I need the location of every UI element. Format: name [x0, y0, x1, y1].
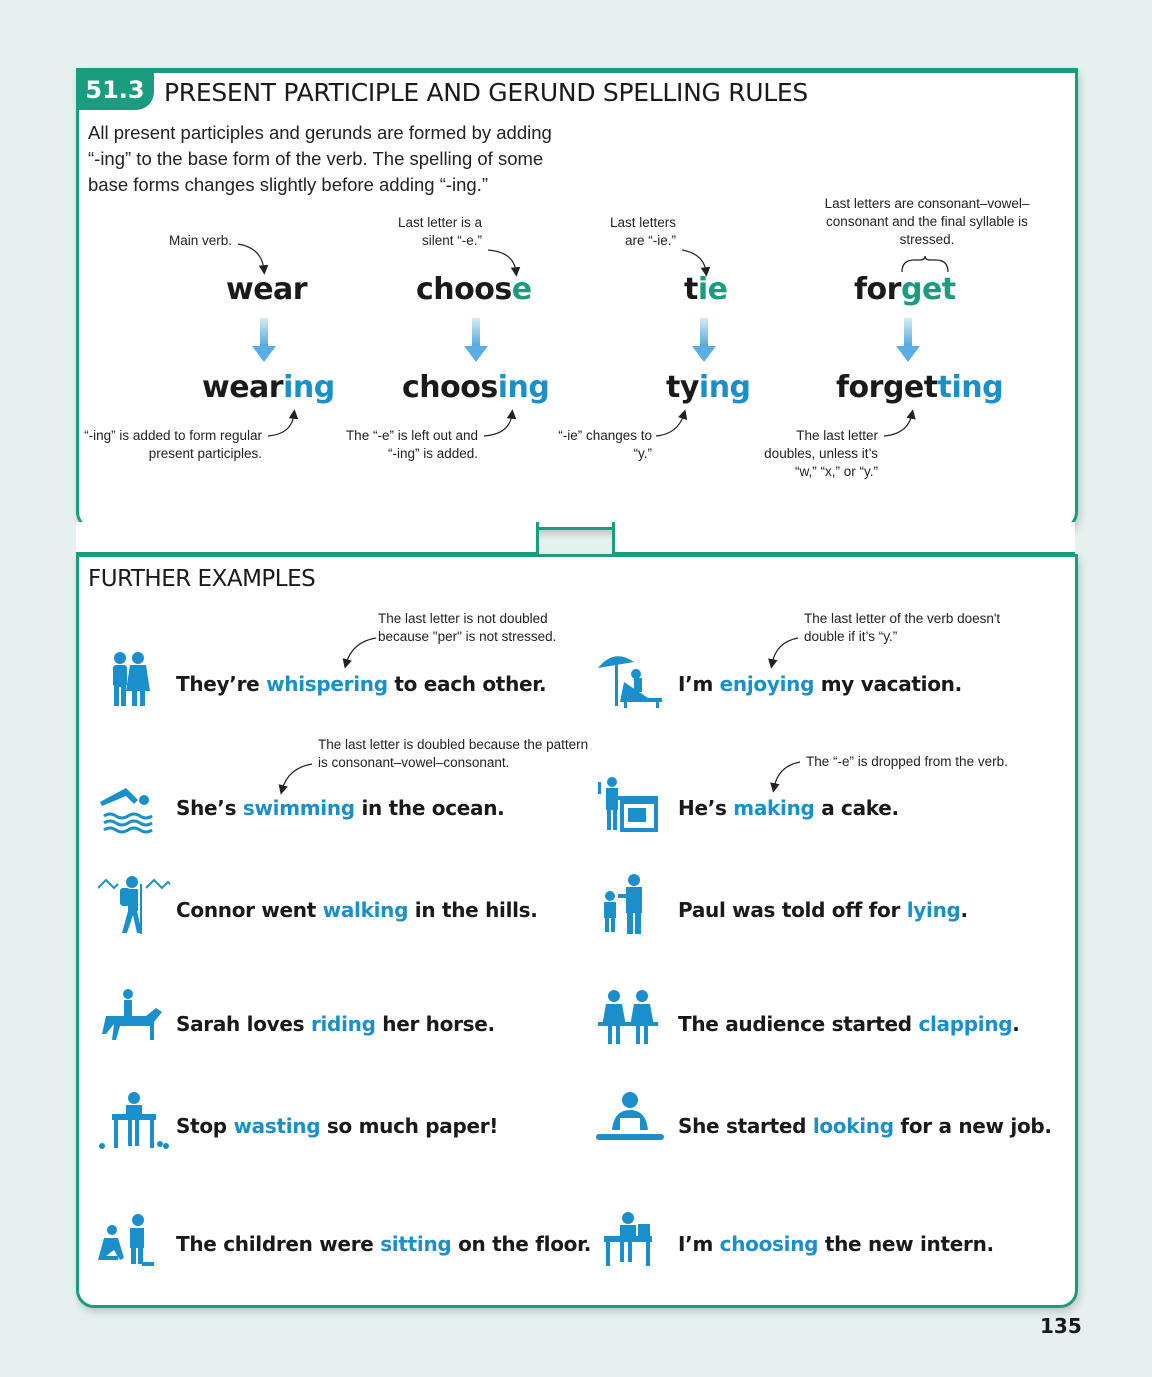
- sentence-text: my vacation.: [814, 672, 962, 696]
- example-sentence: [678, 672, 962, 696]
- baker-oven-icon: [594, 772, 666, 834]
- result-plain: forget: [836, 370, 938, 405]
- example-sentence: [678, 1012, 1020, 1036]
- sentence-text: Connor went: [176, 898, 323, 922]
- desk-paper-waste-icon: [98, 1090, 170, 1152]
- interviewer-desk-icon: [594, 1208, 666, 1270]
- rule-note-top: Main verb.: [168, 233, 232, 248]
- highlighted-verb: enjoying: [719, 672, 815, 696]
- sentence-text: The audience started: [678, 1012, 919, 1036]
- section-heading: FURTHER EXAMPLES: [88, 566, 316, 592]
- sentence-text: She’s: [176, 796, 243, 820]
- sentence-text: so much paper!: [320, 1114, 499, 1138]
- rule-note-bottom: The last letter doubles, unless it’s “w,” “x,” or “y.”: [764, 428, 878, 479]
- sentence-text: I’m: [678, 672, 720, 696]
- result-highlight: ing: [497, 370, 550, 405]
- page-number: 135: [1040, 1314, 1082, 1338]
- children-sitting-icon: [98, 1208, 170, 1270]
- example-sentence: [176, 672, 546, 696]
- sentence-text: Sarah loves: [176, 1012, 311, 1036]
- example-sentence: [678, 898, 968, 922]
- result-highlight: ting: [937, 370, 1004, 405]
- example-note: The last letter is doubled because the pattern is consonant–vowel–consonant.: [318, 737, 589, 770]
- example-sentence: [678, 1114, 1052, 1138]
- sentence-text: .: [1012, 1012, 1020, 1036]
- base-highlight: get: [900, 272, 956, 307]
- sentence-text: the new intern.: [818, 1232, 994, 1256]
- rule-note-top: Last letters are “-ie.”: [609, 215, 676, 248]
- result-highlight: ing: [698, 370, 751, 405]
- sentence-text: He’s: [678, 796, 734, 820]
- page-title: PRESENT PARTICIPLE AND GERUND SPELLING RULES: [164, 78, 808, 107]
- sentence-text: She started: [678, 1114, 813, 1138]
- base-plain: choos: [416, 272, 512, 307]
- rule-note-top: Last letter is a silent “-e.”: [397, 215, 482, 248]
- beach-lounger-icon: [594, 648, 666, 710]
- rule-note-bottom: “-ie” changes to “y.”: [558, 428, 652, 461]
- result-plain: ty: [666, 370, 699, 405]
- highlighted-verb: wasting: [233, 1114, 321, 1138]
- sentence-text: in the ocean.: [354, 796, 505, 820]
- base-plain: for: [854, 272, 901, 307]
- laptop-user-icon: [594, 1090, 666, 1152]
- sentence-text: .: [960, 898, 968, 922]
- sentence-text: Stop: [176, 1114, 234, 1138]
- audience-clapping-icon: [594, 988, 666, 1050]
- adult-scolding-child-icon: [594, 874, 666, 936]
- example-sentence: [176, 796, 504, 820]
- highlighted-verb: sitting: [380, 1232, 452, 1256]
- highlighted-verb: whispering: [266, 672, 388, 696]
- highlighted-verb: lying: [906, 898, 961, 922]
- sentence-text: Paul was told off for: [678, 898, 907, 922]
- result-highlight: ing: [283, 370, 335, 405]
- highlighted-verb: walking: [322, 898, 409, 922]
- base-highlight: e: [511, 272, 532, 307]
- sentence-text: for a new job.: [893, 1114, 1052, 1138]
- highlighted-verb: riding: [310, 1012, 376, 1036]
- highlighted-verb: making: [733, 796, 815, 820]
- highlighted-verb: swimming: [242, 796, 355, 820]
- annotation-arrow: [282, 764, 312, 790]
- example-note: The “-e” is dropped from the verb.: [806, 754, 1008, 769]
- highlighted-verb: clapping: [918, 1012, 1013, 1036]
- result-plain: choos: [402, 370, 498, 405]
- rule-note-bottom: The “-e” is left out and “-ing” is added.: [345, 428, 478, 461]
- sentence-text: They’re: [176, 672, 267, 696]
- example-sentence: [678, 796, 899, 820]
- example-note: The last letter of the verb doesn't double if it’s “y.”: [804, 611, 1001, 644]
- rule-note-bottom: “-ing” is added to form regular present participles.: [84, 428, 262, 461]
- base-highlight: ie: [697, 272, 728, 307]
- base-plain: wear: [226, 272, 308, 307]
- diving-swimmer-icon: [98, 772, 170, 834]
- annotation-arrow: [774, 762, 800, 788]
- sentence-text: a cake.: [814, 796, 899, 820]
- example-sentence: [176, 1012, 495, 1036]
- intro-text: All present participles and gerunds are formed by adding “-ing” to the base form of the verb. The spelling of some base forms changes slightly before adding “-ing.”: [88, 122, 552, 195]
- horse-rider-icon: [98, 988, 170, 1050]
- highlighted-verb: choosing: [719, 1232, 819, 1256]
- example-sentence: [678, 1232, 994, 1256]
- sentence-text: on the floor.: [451, 1232, 592, 1256]
- example-sentence: [176, 1114, 498, 1138]
- sentence-text: in the hills.: [408, 898, 538, 922]
- sentence-text: to each other.: [387, 672, 547, 696]
- section-number-badge: 51.3: [76, 70, 154, 110]
- rule-note-top: Last letters are consonant–vowel–consonant and the final syllable is stressed.: [824, 196, 1030, 247]
- example-note: The last letter is not doubled because "per" is not stressed.: [378, 611, 557, 644]
- example-sentence: [176, 898, 538, 922]
- couple-whispering-icon: [98, 648, 170, 710]
- highlighted-verb: looking: [812, 1114, 894, 1138]
- base-plain: t: [684, 272, 698, 307]
- result-plain: wear: [202, 370, 284, 405]
- sentence-text: The children were: [176, 1232, 381, 1256]
- hiker-mountains-icon: [98, 874, 170, 936]
- sentence-text: I’m: [678, 1232, 720, 1256]
- example-sentence: [176, 1232, 591, 1256]
- sentence-text: her horse.: [375, 1012, 495, 1036]
